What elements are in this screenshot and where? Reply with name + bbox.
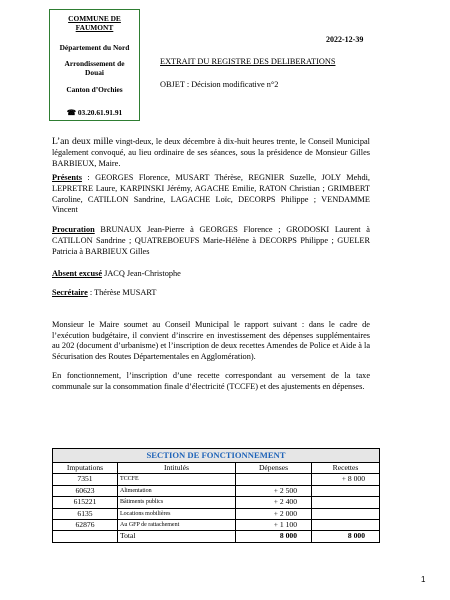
arrondissement [50, 59, 139, 77]
header-intitules: Intitulés [118, 463, 236, 474]
maire-paragraph: Monsieur le Maire soumet au Conseil Municipal le rapport suivant : dans le cadre de l’exécution budgétaire, il convient d’inscrire en investissement des dépenses supplémentaires au 202 (document d’urbanisme) et l’inscription de deux recettes Amendes de Police et Aide à la Sécurisation des Routes Départementales en Agglomération). [52, 320, 370, 361]
table-row [53, 474, 380, 485]
phone-number: 03.20.61.91.91 [77, 108, 123, 117]
table-total-row [53, 531, 380, 542]
cell-imputation: 7351 [53, 474, 118, 485]
telephone-icon: ☎ [66, 108, 76, 117]
cell-intitule: Au GFP de rattachement [118, 519, 236, 530]
cell-total-blank [53, 531, 118, 542]
table-header-row [53, 463, 380, 474]
cell-intitule: Locations mobilières [118, 508, 236, 519]
secretaire-label: Secrétaire [52, 288, 88, 297]
arrondissement-line1: Arrondissement de [64, 59, 125, 68]
cell-total-recettes: 8 000 [312, 531, 380, 542]
document-object: OBJET : Décision modificative n°2 [160, 80, 279, 89]
cell-imputation: 6135 [53, 508, 118, 519]
document-date: 2022-12-39 [326, 35, 364, 44]
cell-intitule: TCCFE [118, 474, 236, 485]
canton: Canton d’Orchies [66, 85, 123, 94]
fonctionnement-paragraph: En fonctionnement, l’inscription d’une recette correspondant au versement de la taxe communale sur la consommation finale d’électricité (TCCFE) et des ajustements en dépenses. [52, 371, 370, 391]
absent-label: Absent excusé [52, 269, 103, 278]
table-row [53, 519, 380, 530]
absent-text: JACQ Jean-Christophe [102, 269, 181, 278]
cell-imputation: 615221 [53, 497, 118, 508]
cell-recette: + 8 000 [312, 474, 380, 485]
procuration-label: Procuration [52, 225, 95, 234]
cell-depense: + 1 100 [236, 519, 312, 530]
commune-name [50, 14, 139, 32]
secretaire-paragraph [52, 288, 370, 299]
commune-name-line1: COMMUNE DE [68, 14, 121, 23]
absent-paragraph [52, 269, 370, 280]
procuration-text: BRUNAUX Jean-Pierre à GEORGES Florence ; GRODOSKI Laurent à CATILLON Sandrine ; QUATREBOEUFS Marie-Hélène à DECORPS Philippe ; GUELER Patricia à BARBIEUX Gilles [52, 225, 370, 256]
table-row [53, 497, 380, 508]
table-title: SECTION DE FONCTIONNEMENT [53, 449, 380, 463]
header-imputations: Imputations [53, 463, 118, 474]
cell-total-label: Total [118, 531, 236, 542]
cell-imputation: 60623 [53, 485, 118, 496]
cell-intitule: Bâtiments publics [118, 497, 236, 508]
page-number: 1 [421, 575, 426, 584]
arrondissement-line2: Douai [85, 68, 104, 77]
cell-recette [312, 508, 380, 519]
presents-label: Présents [52, 173, 82, 182]
cell-depense: + 2 400 [236, 497, 312, 508]
table-row [53, 485, 380, 496]
table-title-row [53, 449, 380, 463]
department: Département du Nord [59, 43, 130, 52]
phone-line [50, 108, 139, 117]
cell-recette [312, 497, 380, 508]
intro-lead: L’an deux mille [52, 136, 114, 147]
cell-depense [236, 474, 312, 485]
presents-text: : GEORGES Florence, MUSART Thérèse, REGNIER Suzelle, JOLY Mehdi, LEPRETRE Laure, KARPINSKI Jérémy, AGACHE Emilie, RATON Christian ; GRIMBERT Caroline, CATILLON Sandrine, LAGACHE Loïc, DECORPS Philippe ; VENDAMME Vincent [52, 173, 370, 215]
commune-name-line2: FAUMONT [75, 23, 114, 32]
cell-recette [312, 519, 380, 530]
secretaire-text: : Thérèse MUSART [87, 288, 157, 297]
cell-imputation: 62876 [53, 519, 118, 530]
intro-text: vingt-deux, le deux décembre à dix-huit heures trente, le Conseil Municipal légalement convoqué, au lieu ordinaire de ses séances, sous la présidence de Monsieur Gilles BARBIEUX, Maire. [52, 137, 370, 168]
cell-depense: + 2 500 [236, 485, 312, 496]
commune-header-box [49, 9, 140, 121]
presents-paragraph [52, 173, 370, 216]
procuration-paragraph [52, 225, 370, 257]
cell-depense: + 2 000 [236, 508, 312, 519]
intro-paragraph [52, 137, 370, 169]
cell-total-depenses: 8 000 [236, 531, 312, 542]
document-title: EXTRAIT DU REGISTRE DES DELIBERATIONS [160, 57, 336, 66]
fonctionnement-table [52, 448, 380, 543]
table-row [53, 508, 380, 519]
header-depenses: Dépenses [236, 463, 312, 474]
cell-intitule: Alimentation [118, 485, 236, 496]
header-recettes: Recettes [312, 463, 380, 474]
cell-recette [312, 485, 380, 496]
